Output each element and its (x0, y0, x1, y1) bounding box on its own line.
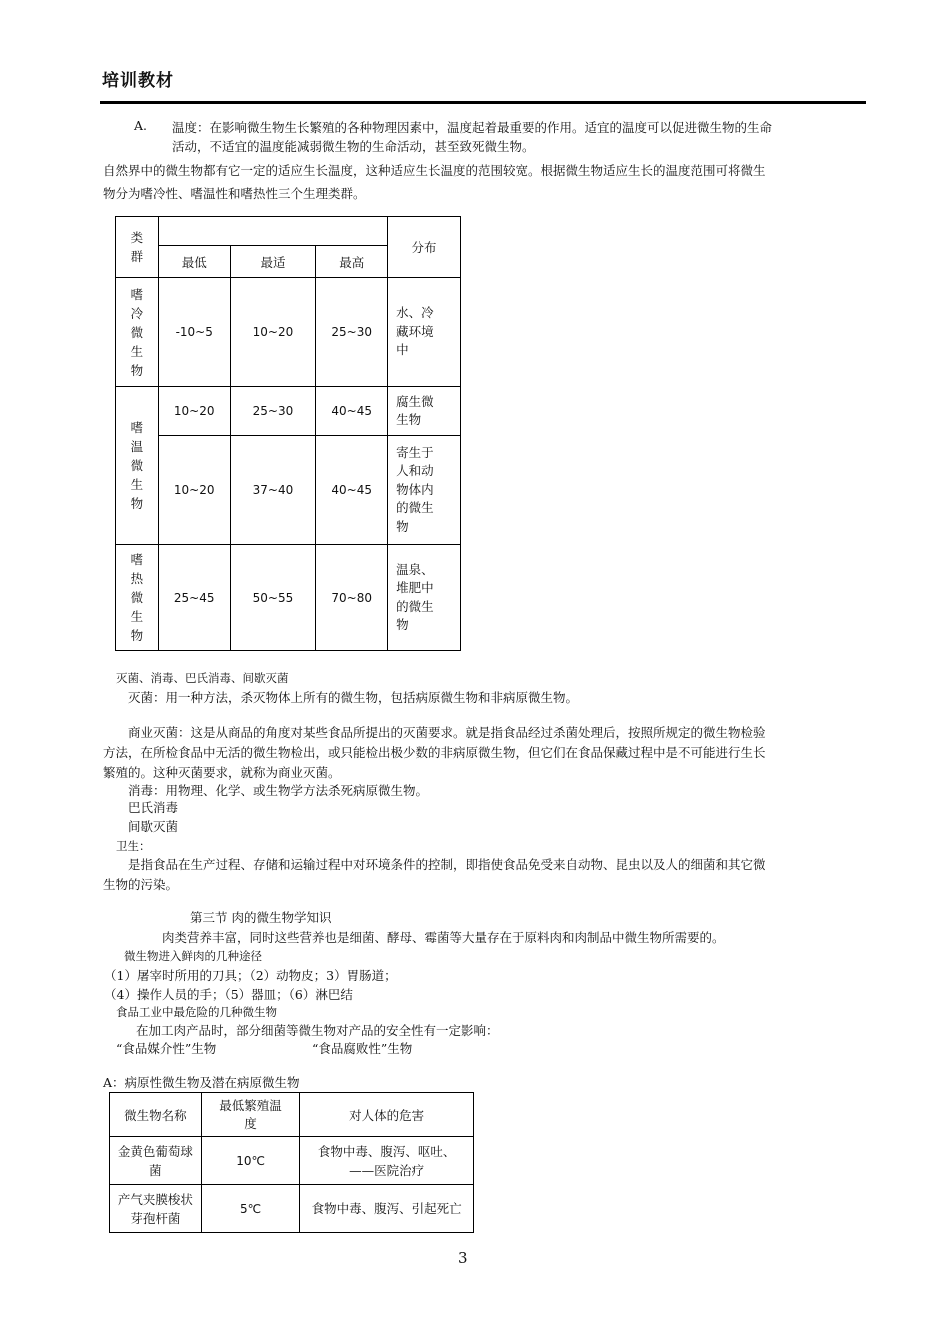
sterilization-definition: 灭菌：用一种方法，杀灭物体上所有的微生物，包括病原微生物和非病原微生物。 (128, 690, 579, 705)
table-row (110, 1137, 474, 1185)
table-row (116, 387, 461, 436)
header-divider (100, 101, 866, 104)
min-cell: 10~20 (158, 387, 230, 436)
intro-marker: A. (134, 118, 148, 133)
danger-intro: 在加工肉产品时，部分细菌等微生物对产品的安全性有一定影响： (136, 1023, 499, 1038)
max-cell: 25~30 (316, 278, 388, 387)
intro-line: 自然界中的微生物都有它一定的适应生长温度，这种适应生长温度的范围较宽。根据微生物适应生长的温度范围可将微生 (103, 163, 766, 178)
intermittent-sterilization-term: 间歇灭菌 (128, 819, 179, 834)
table-row (110, 1185, 474, 1233)
intro-line: 活动，不适宜的温度能减弱微生物的生命活动，甚至致死微生物。 (172, 139, 535, 154)
commercial-sterilization-line: 商业灭菌：这是从商品的角度对某些食品所提出的灭菌要求。就是指食品经过杀菌处理后，按照所规定的微生物检验 (128, 725, 766, 740)
table-row (116, 436, 461, 545)
danger-heading: 食品工业中最危险的几种微生物 (116, 1005, 277, 1019)
min-cell: -10~5 (158, 278, 230, 387)
table-header-min: 最低 (158, 246, 230, 278)
foodborne-type: “食品媒介性”生物 (116, 1041, 217, 1056)
max-cell: 40~45 (316, 387, 388, 436)
optimal-cell: 37~40 (230, 436, 316, 545)
distribution-cell: 温泉、堆肥中的微生物 (388, 545, 461, 651)
pathogen-heading: A：病原性微生物及潜在病原微生物 (103, 1075, 300, 1090)
section-title: 第三节 肉的微生物学知识 (190, 910, 332, 925)
group-cell: 嗜温微生物 (116, 387, 159, 545)
intro-line: 温度：在影响微生物生长繁殖的各种物理因素中，温度起着最重要的作用。适宜的温度可以促进微生物的生命 (172, 120, 773, 135)
optimal-cell: 25~30 (230, 387, 316, 436)
routes-line: （4）操作人员的手；（5）器皿；（6）淋巴结 (104, 987, 353, 1002)
table-header-optimal: 最适 (230, 246, 316, 278)
table-header-max: 最高 (316, 246, 388, 278)
disinfection-definition: 消毒：用物理、化学、或生物学方法杀死病原微生物。 (128, 783, 429, 798)
table-header-harm: 对人体的危害 (300, 1093, 474, 1137)
intro-line: 物分为嗜冷性、嗜温性和嗜热性三个生理类群。 (103, 186, 366, 201)
optimal-cell: 10~20 (230, 278, 316, 387)
max-cell: 40~45 (316, 436, 388, 545)
organism-name-cell: 金黄色葡萄球菌 (110, 1137, 202, 1185)
table-header-name: 微生物名称 (110, 1093, 202, 1137)
hygiene-line: 是指食品在生产过程、存储和运输过程中对环境条件的控制，即指使食品免受来自动物、昆虫以及人的细菌和其它微 (128, 857, 766, 872)
distribution-cell: 腐生微生物 (388, 387, 461, 436)
routes-heading: 微生物进入鲜肉的几种途径 (124, 949, 262, 963)
section-intro: 肉类营养丰富，同时这些营养也是细菌、酵母、霉菌等大量存在于原料肉和肉制品中微生物所需要的。 (162, 930, 725, 945)
organism-name-cell: 产气夹膜梭状芽孢杆菌 (110, 1185, 202, 1233)
pathogen-table (109, 1092, 474, 1233)
hygiene-line: 生物的污染。 (103, 877, 179, 892)
distribution-cell: 水、冷藏环境中 (388, 278, 461, 387)
distribution-cell: 寄生于人和动物体内的微生物 (388, 436, 461, 545)
min-temp-cell: 10℃ (201, 1137, 300, 1185)
commercial-sterilization-line: 方法，在所检食品中无活的微生物检出，或只能检出极少数的非病原微生物，但它们在食品保藏过程中是不可能进行生长 (103, 745, 766, 760)
page-number: 3 (458, 1249, 468, 1267)
sterilization-heading: 灭菌、消毒、巴氏消毒、间歇灭菌 (116, 671, 289, 685)
table-header-temp-span (158, 217, 387, 246)
commercial-sterilization-line: 繁殖的。这种灭菌要求，就称为商业灭菌。 (103, 765, 341, 780)
hygiene-heading: 卫生： (116, 839, 151, 853)
group-cell: 嗜热微生物 (116, 545, 159, 651)
table-header-group: 类群 (116, 217, 159, 278)
harm-cell: 食物中毒、腹泻、引起死亡 (300, 1185, 474, 1233)
min-cell: 25~45 (158, 545, 230, 651)
document-header-title: 培训教材 (102, 71, 174, 91)
temperature-group-table (115, 216, 461, 651)
max-cell: 70~80 (316, 545, 388, 651)
table-header-min-temp: 最低繁殖温度 (201, 1093, 300, 1137)
routes-line: （1）屠宰时所用的刀具；（2）动物皮；3）胃肠道； (104, 968, 397, 983)
optimal-cell: 50~55 (230, 545, 316, 651)
pasteurization-term: 巴氏消毒 (128, 800, 179, 815)
table-header-distribution: 分布 (388, 217, 461, 278)
table-row (116, 278, 461, 387)
harm-cell: 食物中毒、腹泻、呕吐、——医院治疗 (300, 1137, 474, 1185)
spoilage-type: “食品腐败性”生物 (312, 1041, 413, 1056)
group-cell: 嗜冷微生物 (116, 278, 159, 387)
min-temp-cell: 5℃ (201, 1185, 300, 1233)
min-cell: 10~20 (158, 436, 230, 545)
table-row (116, 545, 461, 651)
